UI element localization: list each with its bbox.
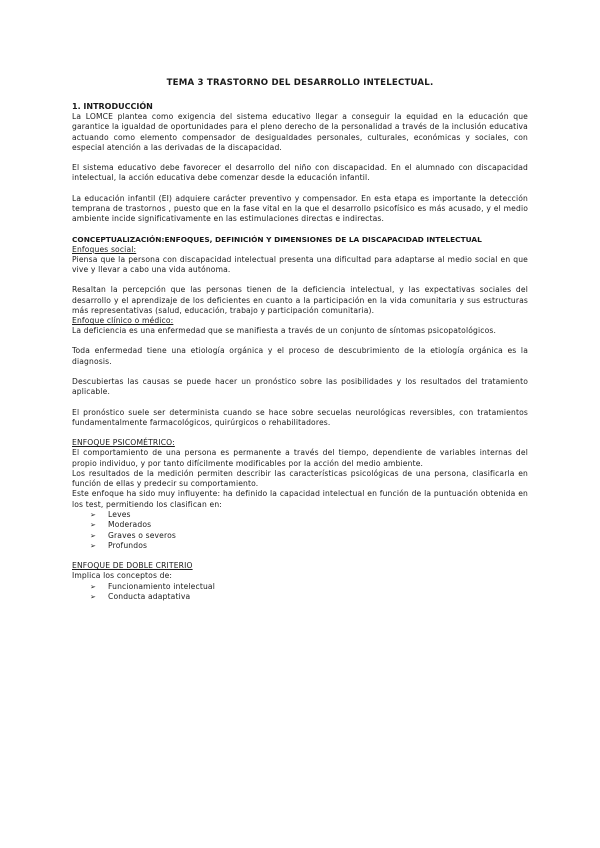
social-label: Enfoques social: [72,244,137,254]
social-paragraph-2: Resaltan la percepción que las personas tienen de la deficiencia intelectual, y las expectativas sociales del desarrollo y el aprendizaje de los deficientes en cuanto a la participación en la vida comunitaria y sus estructuras más representativas (salud, educación, trabajo y participación comunitaria). [72,285,528,315]
list-item: ➢ Leves [90,510,131,520]
doble-list [72,582,528,603]
list-item: ➢ Funcionamiento intelectual [90,581,215,591]
document-page [72,78,528,602]
doble-paragraph-1: Implica los conceptos de: [72,571,173,581]
psico-list [72,510,528,551]
intro-paragraph-1: La LOMCE plantea como exigencia del sistema educativo llegar a conseguir la equidad en la educación que garantice la igualdad de oportunidades para el pleno derecho de la personalidad a través de la inclusión educativa actuando como elemento compensador de desigualdades personales, culturales, económicas y sociales, con especial atención a las derivadas de la discapacidad. [72,112,528,152]
intro-paragraph-3: La educación infantil (EI) adquiere carácter preventivo y compensador. En esta etapa es importante la detección temprana de trastornos , puesto que en la fase vital en la que el desarrollo psicofísico es más acusado, y el medio ambiente incide significativamente en las estimulaciones directas e indirectas. [72,193,528,224]
bullet-arrow-icon: ➢ [90,592,97,601]
psico-paragraph-1: El comportamiento de una persona es permanente a través del tiempo, dependiente de variables internas del propio individuo, y por tanto difícilmente modificables por la acción del medio ambiente. [72,448,528,468]
psico-paragraph-2: Los resultados de la medición permiten describir las características psicológicas de una persona, clasificarla en función de ellas y predecir su comportamiento. [72,468,528,489]
bullet-arrow-icon: ➢ [90,521,97,530]
clinico-paragraph-1: La deficiencia es una enfermedad que se manifiesta a través de un conjunto de síntomas psicopatológicos. [72,326,497,336]
clinico-paragraph-2: Toda enfermedad tiene una etiología orgánica y el proceso de descubrimiento de la etiología orgánica es la diagnosis. [72,346,528,366]
intro-heading: 1. INTRODUCCIÓN [72,102,153,111]
clinico-paragraph-3: Descubiertas las causas se puede hacer un pronóstico sobre las posibilidades y los resultados del tratamiento aplicable. [72,377,528,397]
psico-paragraph-3: Este enfoque ha sido muy influyente: ha definido la capacidad intelectual en función de la puntuación obtenida en los test, permitiendo los clasifican en: [72,489,528,509]
document-title: TEMA 3 TRASTORNO DEL DESARROLLO INTELECTUAL. [166,78,434,88]
concept-heading: CONCEPTUALIZACIÓN:ENFOQUES, DEFINICIÓN Y DIMENSIONES DE LA DISCAPACIDAD INTELECTUAL [72,234,482,244]
list-item: ➢ Profundos [90,540,148,550]
doble-label: ENFOQUE DE DOBLE CRITERIO [72,561,193,571]
bullet-arrow-icon: ➢ [90,511,97,520]
bullet-arrow-icon: ➢ [90,582,97,591]
social-paragraph-1: Piensa que la persona con discapacidad intelectual presenta una dificultad para adaptarse al medio social en que vive y llevar a cabo una vida autónoma. [72,254,528,274]
list-item: ➢ Conducta adaptativa [90,591,191,601]
bullet-arrow-icon: ➢ [90,541,97,550]
psico-label: ENFOQUE PSICOMÉTRICO: [72,438,175,448]
list-item: ➢ Graves o severos [90,530,177,540]
clinico-paragraph-4: El pronóstico suele ser determinista cuando se hace sobre secuelas neurológicas reversibles, con tratamientos fundamentalmente farmacológicos, quirúrgicos o rehabilitadores. [72,407,528,427]
intro-paragraph-2: El sistema educativo debe favorecer el desarrollo del niño con discapacidad. En el alumnado con discapacidad intelectual, la acción educativa debe comenzar desde la educación infantil. [72,163,528,183]
list-item: ➢ Moderados [90,520,152,530]
clinico-label: Enfoque clínico o médico: [72,316,174,326]
bullet-arrow-icon: ➢ [90,531,97,540]
